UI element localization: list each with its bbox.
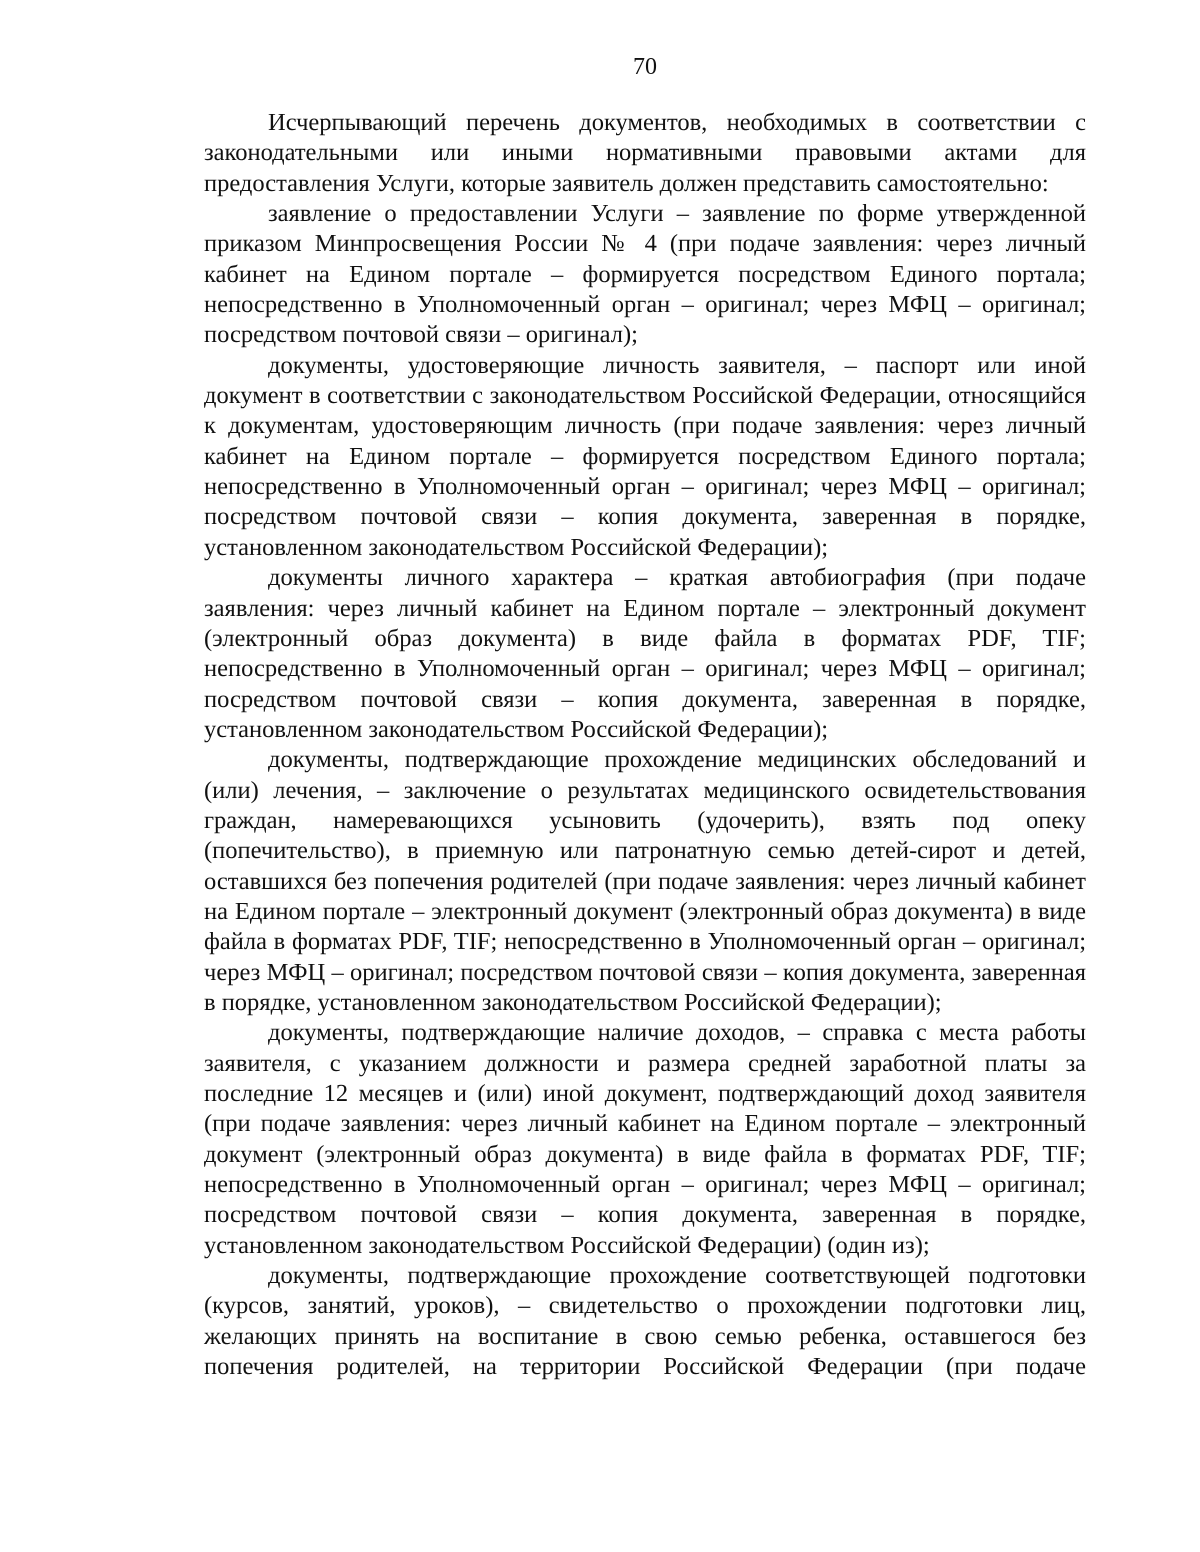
paragraph-income-documents: документы, подтверждающие наличие доходов, – справка с места работы заявителя, с указанием должности и размера средней заработной платы за последние 12 месяцев и (или) иной документ, подтверждающий доход заявителя (при подаче заявления: через личный кабинет на Едином портале – электронный документ (электронный образ документа) в виде файла в форматах PDF, TIF; непосредственно в Уполномоченный орган – оригинал; через МФЦ – оригинал; посредством почтовой связи – копия документа, заверенная в порядке, установленном законодательством Российской Федерации) (один из); [204,1019,1086,1259]
page-number: 70 [633,54,657,80]
paragraph-personal-documents: документы личного характера – краткая автобиография (при подаче заявления: через личный кабинет на Едином портале – электронный документ (электронный образ документа) в виде файла в форматах PDF, TIF; непосредственно в Уполномоченный орган – оригинал; через МФЦ – оригинал; посредством почтовой связи – копия документа, заверенная в порядке, установленном законодательством Российской Федерации); [204,564,1086,743]
paragraph-intro: Исчерпывающий перечень документов, необходимых в соответствии с законодательными или иными нормативными правовыми актами для предоставления Услуги, которые заявитель должен представить самостоятельно: [204,109,1086,197]
paragraph-medical-documents: документы, подтверждающие прохождение медицинских обследований и (или) лечения, – заключение о результатах медицинского освидетельствования граждан, намеревающихся усыновить (удочерить), взять под опеку (попечительство), в приемную или патронатную семью детей-сирот и детей, оставшихся без попечения родителей (при подаче заявления: через личный кабинет на Едином портале – электронный документ (электронный образ документа) в виде файла в форматах PDF, TIF; непосредственно в Уполномоченный орган – оригинал; через МФЦ – оригинал; посредством почтовой связи – копия документа, заверенная в порядке, установленном законодательством Российской Федерации); [204,746,1086,1016]
paragraph-identity-documents: документы, удостоверяющие личность заявителя, – паспорт или иной документ в соответствии с законодательством Российской Федерации, относящийся к документам, удостоверяющим личность (при подаче заявления: через личный кабинет на Едином портале – формируется посредством Единого портала; непосредственно в Уполномоченный орган – оригинал; через МФЦ – оригинал; посредством почтовой связи – копия документа, заверенная в порядке, установленном законодательством Российской Федерации); [204,351,1086,561]
document-body [204,108,1086,1382]
paragraph-application: заявление о предоставлении Услуги – заявление по форме утвержденной приказом Минпросвещения России № 4 (при подаче заявления: через личный кабинет на Едином портале – формируется посредством Единого портала; непосредственно в Уполномоченный орган – оригинал; через МФЦ – оригинал; посредством почтовой связи – оригинал); [204,200,1086,349]
paragraph-training-documents: документы, подтверждающие прохождение соответствующей подготовки (курсов, занятий, уроков), – свидетельство о прохождении подготовки лиц, желающих принять на воспитание в свою семью ребенка, оставшегося без попечения родителей, на территории Российской Федерации (при подаче [204,1262,1086,1381]
